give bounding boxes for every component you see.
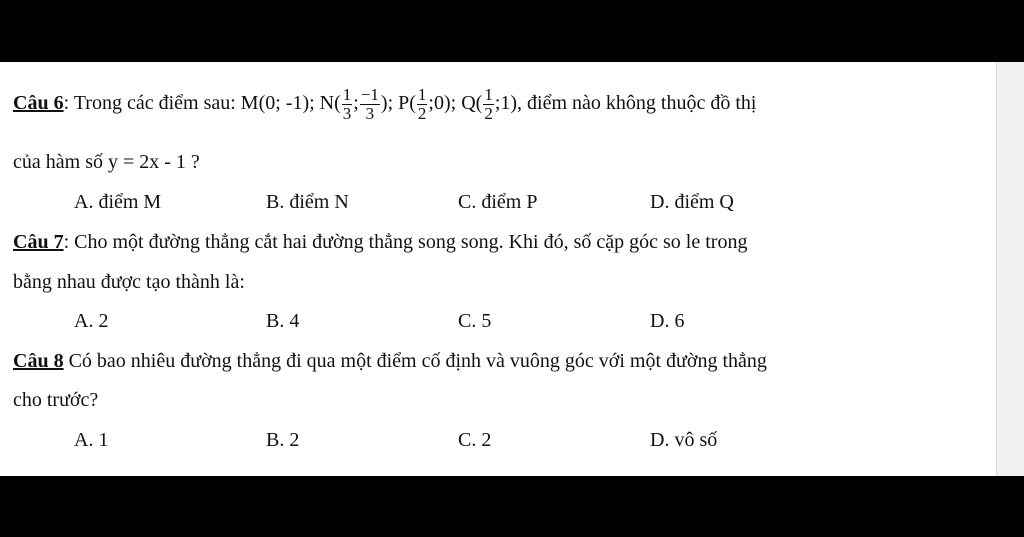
question-6-option-a[interactable]: A. điểm M — [74, 191, 162, 213]
fraction-n-y — [360, 86, 380, 123]
fraction-n-x — [342, 86, 353, 123]
fraction-denominator: 2 — [484, 104, 493, 123]
question-8-option-c[interactable]: C. 2 — [458, 429, 492, 451]
question-7-option-d[interactable]: D. 6 — [650, 310, 685, 332]
question-6-option-c[interactable]: C. điểm P — [458, 191, 538, 213]
question-8-text: Có bao nhiêu đường thẳng đi qua một điểm cố định và vuông góc với một đường thẳng — [63, 350, 767, 372]
question-8-option-b[interactable]: B. 2 — [266, 429, 300, 451]
vertical-scrollbar[interactable] — [996, 62, 1024, 476]
fraction-p-x — [417, 86, 428, 123]
document-page — [0, 62, 996, 476]
question-8-label: Câu 8 — [13, 350, 64, 372]
question-6-label: Câu 6 — [13, 92, 64, 115]
question-7-text: : Cho một đường thẳng cắt hai đường thẳng song song. Khi đó, số cặp góc so le trong — [63, 231, 748, 253]
question-6-line-1 — [13, 86, 756, 123]
question-7-label: Câu 7 — [13, 231, 64, 253]
text-after-n: ); P( — [380, 92, 416, 115]
fraction-denominator: 3 — [365, 104, 375, 123]
fraction-numerator: −1 — [360, 85, 379, 104]
question-6-line-2: của hàm số y = 2x - 1 ? — [13, 151, 200, 173]
text-after-p: ;0); Q( — [428, 92, 483, 115]
question-8-option-d[interactable]: D. vô số — [650, 429, 718, 451]
question-6-option-b[interactable]: B. điểm N — [266, 191, 349, 213]
fraction-numerator: 1 — [484, 85, 493, 104]
separator: ; — [353, 92, 359, 115]
question-7-option-b[interactable]: B. 4 — [266, 310, 300, 332]
fraction-denominator: 3 — [342, 104, 352, 123]
question-6-intro: : Trong các điểm sau: M(0; -1); N( — [63, 92, 341, 115]
fraction-numerator: 1 — [342, 85, 352, 104]
question-8-line-2: cho trước? — [13, 389, 99, 411]
question-8-line-1 — [13, 349, 767, 373]
fraction-denominator: 2 — [417, 104, 427, 123]
fraction-numerator: 1 — [417, 85, 427, 104]
question-8-option-a[interactable]: A. 1 — [74, 429, 109, 451]
question-7-line-1 — [13, 230, 747, 254]
question-7-line-2: bằng nhau được tạo thành là: — [13, 271, 245, 293]
question-7-option-c[interactable]: C. 5 — [458, 310, 492, 332]
question-6-option-d[interactable]: D. điểm Q — [650, 191, 734, 213]
text-after-q: ;1), điểm nào không thuộc đồ thị — [494, 92, 757, 115]
fraction-q-x — [483, 86, 494, 123]
question-7-option-a[interactable]: A. 2 — [74, 310, 109, 332]
